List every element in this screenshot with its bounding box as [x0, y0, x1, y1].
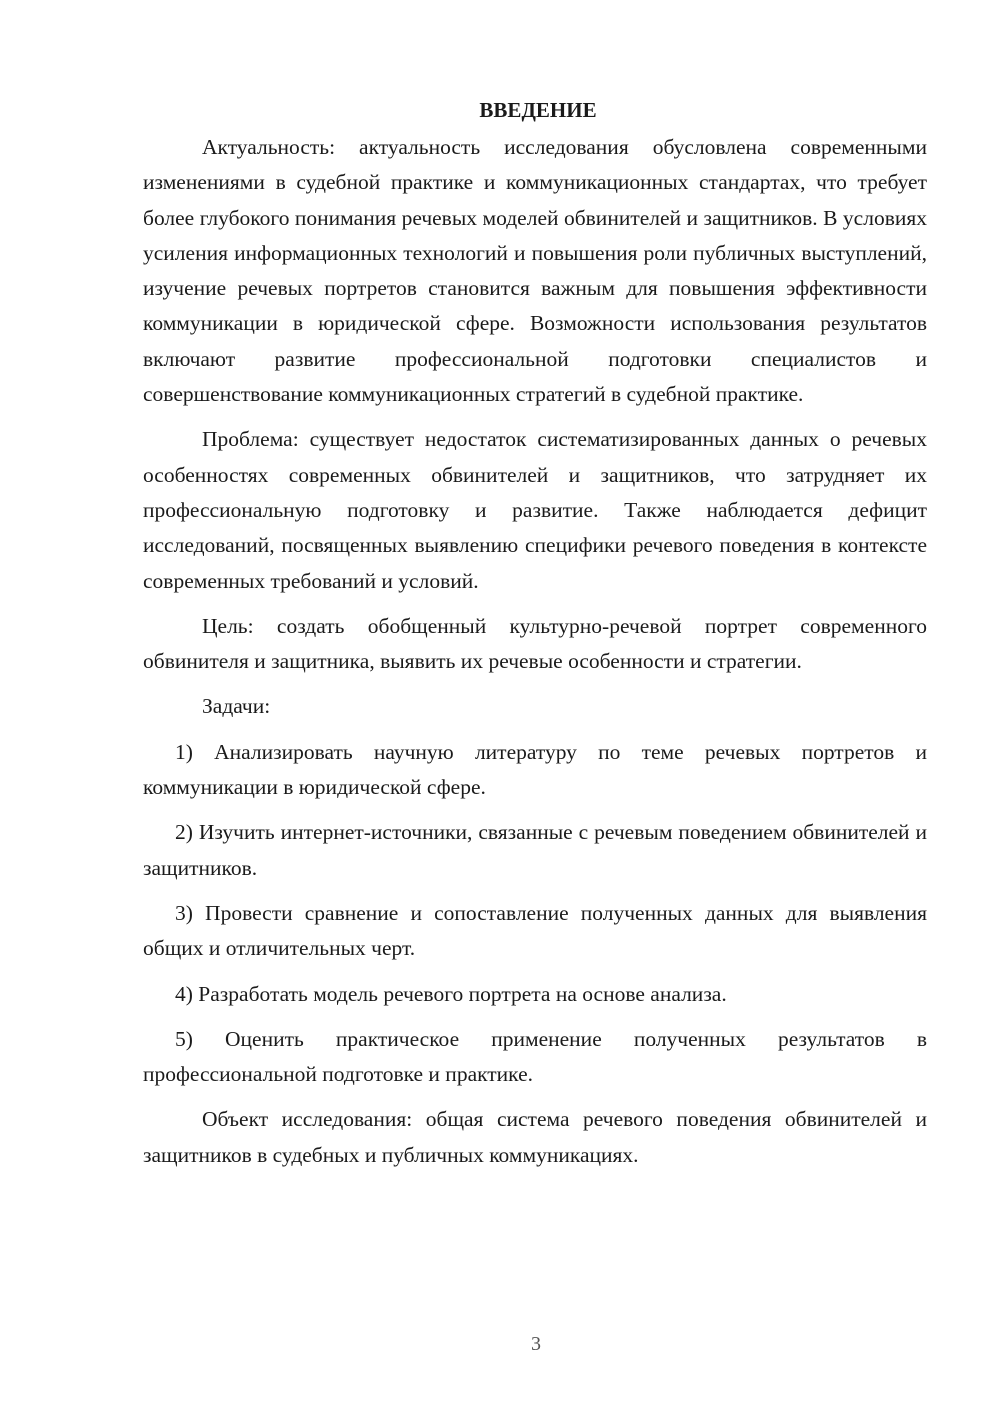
page-number: 3: [531, 1333, 541, 1355]
object-paragraph: Объект исследования: общая система речевого поведения обвинителей и защитников в судебных и публичных коммуникациях.: [143, 1107, 927, 1167]
task-item-2: 2) Изучить интернет-источники, связанные с речевым поведением обвинителей и защитников.: [143, 820, 927, 880]
section-title: ВВЕДЕНИЕ: [479, 98, 597, 122]
task-item-4: 4) Разработать модель речевого портрета на основе анализа.: [175, 981, 727, 1006]
task-item-5: 5) Оценить практическое применение полученных результатов в профессиональной подготовке и практике.: [143, 1026, 927, 1087]
page-content: [143, 93, 927, 1183]
task-item-3: 3) Провести сравнение и сопоставление полученных данных для выявления общих и отличительных черт.: [143, 900, 927, 961]
relevance-paragraph: Актуальность: актуальность исследования обусловлена современными изменениями в судебной практике и коммуникационных стандартах, что требует более глубокого понимания речевых моделей обвинителей и защитников. В условиях усиления информационных технологий и повышения роли публичных выступлений, изучение речевых портретов становится важным для повышения эффективности коммуникации в юридической сфере. Возможности использования результатов включают развитие профессиональной подготовки специалистов и совершенствование коммуникационных стратегий в судебной практике.: [143, 135, 927, 407]
goal-paragraph: Цель: создать обобщенный культурно-речевой портрет современного обвинителя и защитника, выявить их речевые особенности и стратегии.: [143, 613, 927, 674]
problem-paragraph: Проблема: существует недостаток систематизированных данных о речевых особенностях современных обвинителей и защитников, что затрудняет их профессиональную подготовку и развитие. Также наблюдается дефицит исследований, посвященных выявлению специфики речевого поведения в контексте современных требований и условий.: [143, 427, 927, 593]
tasks-heading: Задачи:: [202, 694, 271, 719]
task-item-1: 1) Анализировать научную литературу по теме речевых портретов и коммуникации в юридической сфере.: [143, 739, 927, 800]
